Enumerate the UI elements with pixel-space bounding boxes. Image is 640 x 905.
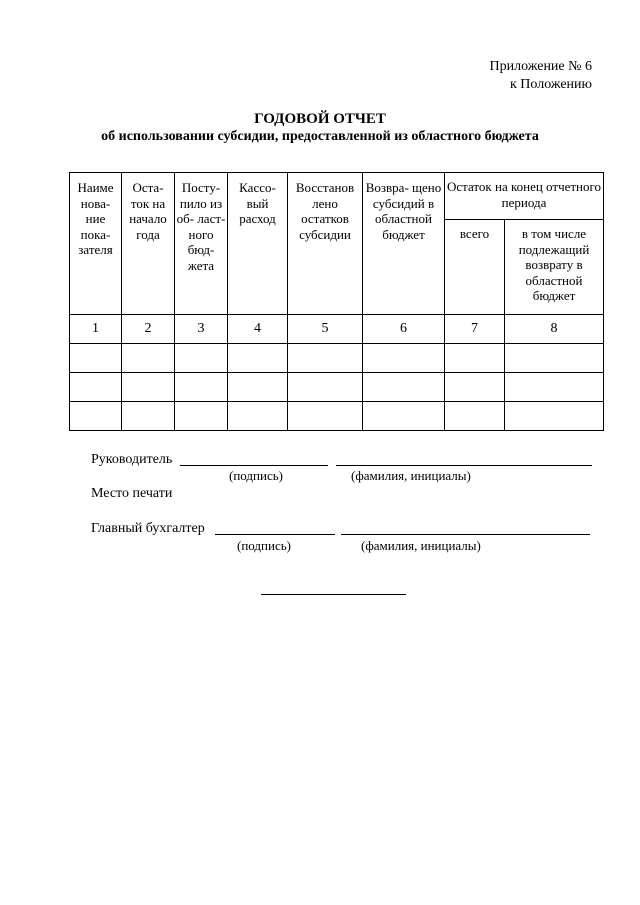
head-label: Руководитель: [91, 452, 173, 467]
accountant-label: Главный бухгалтер: [91, 521, 205, 536]
table-cell: [122, 402, 175, 431]
table-cell: [122, 373, 175, 402]
accountant-name-line: [341, 534, 590, 535]
table-cell: [228, 402, 288, 431]
end-of-document-rule: [261, 594, 406, 595]
column-number: 2: [122, 315, 175, 344]
column-number: 1: [70, 315, 122, 344]
report-title-block: [0, 110, 640, 145]
column-group-closing-balance: Остаток на конец отчетного периода: [445, 173, 604, 220]
column-header-cash-expense: Кассо- вый расход: [228, 173, 288, 315]
appendix-number: Приложение № 6: [489, 59, 592, 74]
report-table: [69, 172, 604, 431]
accountant-signature-line: [215, 534, 335, 535]
stamp-label: Место печати: [91, 486, 173, 501]
table-row: [70, 344, 604, 373]
table-cell: [122, 344, 175, 373]
table-cell: [228, 373, 288, 402]
table-cell: [175, 402, 228, 431]
table-cell: [228, 344, 288, 373]
column-number: 3: [175, 315, 228, 344]
column-header-received: Посту- пило из об- ласт- ного бюд- жета: [175, 173, 228, 315]
table-cell: [445, 402, 505, 431]
table-cell: [70, 373, 122, 402]
report-subtitle: об использовании субсидии, предоставленной из областного бюджета: [101, 129, 539, 144]
table-cell: [505, 402, 604, 431]
table-cell: [363, 402, 445, 431]
table-cell: [175, 373, 228, 402]
column-number: 7: [445, 315, 505, 344]
table-number-row: [70, 315, 604, 344]
table-cell: [363, 373, 445, 402]
column-number: 5: [288, 315, 363, 344]
table-cell: [288, 344, 363, 373]
head-signature-caption: (подпись): [229, 468, 283, 483]
column-header-total: всего: [445, 220, 505, 315]
head-name-caption: (фамилия, инициалы): [351, 468, 471, 483]
head-signature-line: [180, 465, 328, 466]
column-number: 6: [363, 315, 445, 344]
appendix-reference: к Положению: [509, 77, 592, 92]
column-number: 8: [505, 315, 604, 344]
column-header-returned: Возвра- щено субсидий в областной бюджет: [363, 173, 445, 315]
column-header-to-return: в том числе подлежащий возврату в областной бюджет: [505, 220, 604, 315]
table-row: [70, 402, 604, 431]
table-header-row: [70, 173, 604, 220]
accountant-signature-caption: (подпись): [237, 538, 291, 553]
table-cell: [505, 344, 604, 373]
column-header-opening-balance: Оста- ток на начало года: [122, 173, 175, 315]
table-cell: [70, 344, 122, 373]
table-cell: [288, 402, 363, 431]
accountant-name-caption: (фамилия, инициалы): [361, 538, 481, 553]
table-row: [70, 373, 604, 402]
column-header-indicator: Наиме нова- ние пока- зателя: [70, 173, 122, 315]
table-cell: [445, 373, 505, 402]
column-number: 4: [228, 315, 288, 344]
head-name-line: [336, 465, 592, 466]
table-cell: [505, 373, 604, 402]
column-header-restored: Восстанов лено остатков субсидии: [288, 173, 363, 315]
table-cell: [70, 402, 122, 431]
table-cell: [363, 344, 445, 373]
table-cell: [175, 344, 228, 373]
appendix-note: [490, 58, 593, 94]
table-cell: [288, 373, 363, 402]
table-cell: [445, 344, 505, 373]
report-title: ГОДОВОЙ ОТЧЕТ: [254, 111, 386, 127]
